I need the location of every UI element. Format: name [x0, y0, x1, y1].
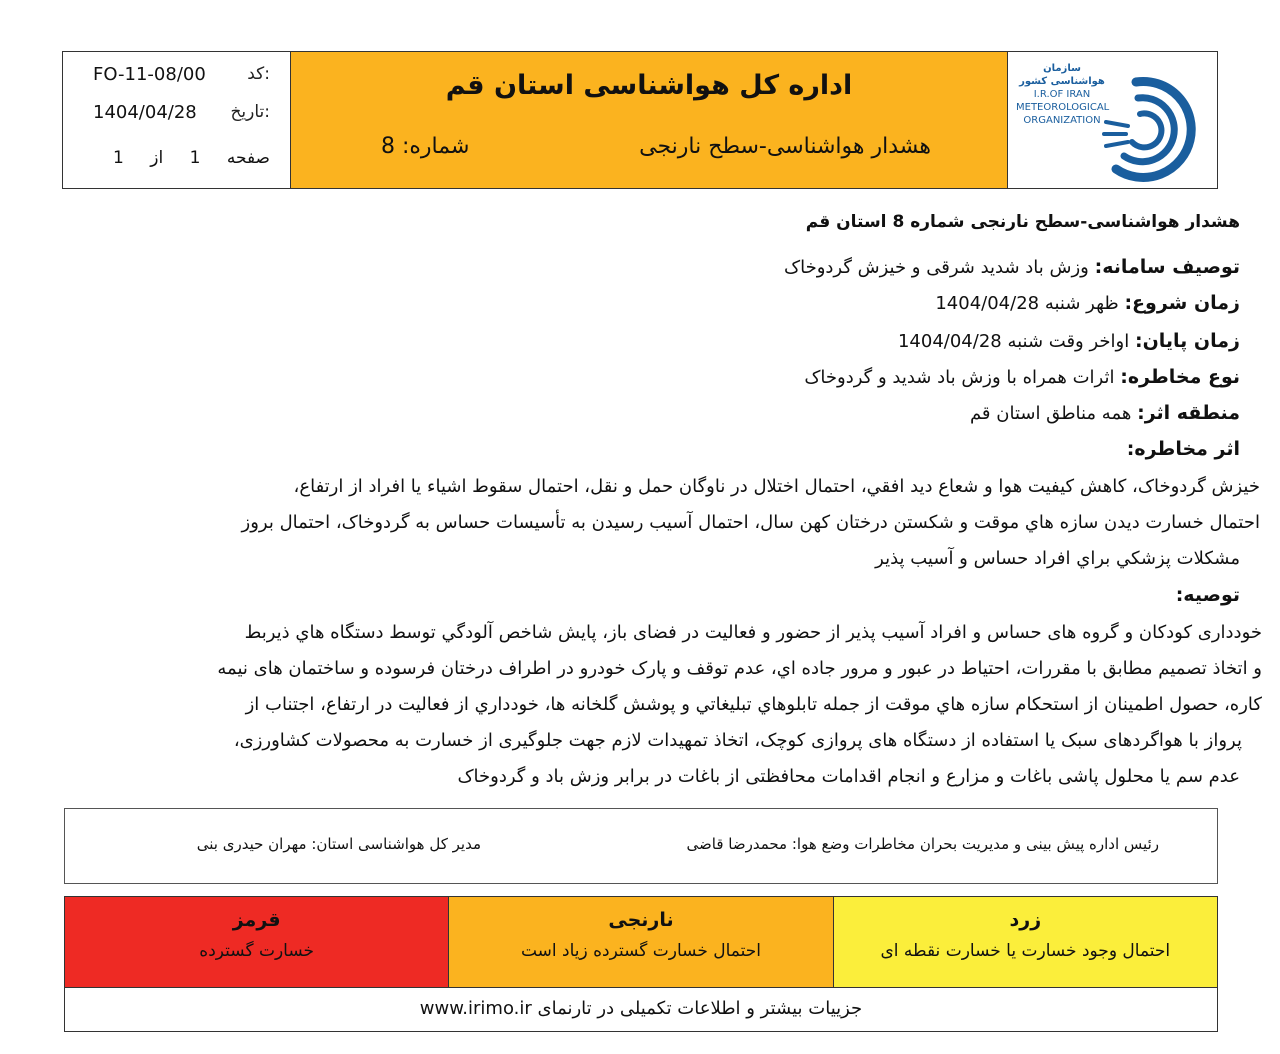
system-label: توصیف سامانه: [1094, 256, 1240, 278]
system-field [784, 256, 1240, 278]
start-field [935, 292, 1240, 314]
warning-subtitle: هشدار هواشناسی-سطح نارنجی [639, 134, 931, 159]
code-label: کد: [247, 64, 270, 84]
impact-line: مشکلات پزشکي براي افراد حساس و آسیب پذیر [875, 548, 1240, 569]
page-current: 1 [189, 148, 201, 168]
page-total: 1 [113, 148, 124, 168]
advice-heading [1176, 584, 1240, 606]
advice-line: پرواز با هواگردهای سبک یا استفاده از دستگاه های پروازی کوچک، اتخاذ تمهیدات لازم جهت جلوگیری از خسارت به محصولات کشاورزی، [233, 730, 1242, 751]
logo-line-fa: سازمان هواشناسی کشور [1019, 63, 1105, 87]
hazard-type-value: اثرات همراه با وزش باد شدید و گردوخاک [804, 367, 1115, 388]
logo-spiral-icon [1066, 64, 1198, 182]
level-yellow-desc: احتمال وجود خسارت یا خسارت نقطه ای [880, 941, 1171, 961]
start-value: ظهر شنبه 1404/04/28 [935, 293, 1119, 314]
document-header [62, 51, 1218, 189]
end-field [898, 330, 1240, 352]
logo-line-3: ORGANIZATION [1023, 115, 1101, 126]
level-orange [448, 897, 832, 987]
date-label: تاریخ: [230, 102, 270, 122]
end-label: زمان پایان: [1134, 330, 1240, 352]
advice-line: و اتخاذ تصمیم مطابق با مقررات، احتیاط در عبور و مرور جاده اي، عدم توقف و پارک خودرو در اطراف درختان فرسوده و ساختمان های نیمه [217, 658, 1262, 679]
header-meta [63, 52, 291, 188]
logo-line-2: METEOROLOGICAL [1016, 102, 1110, 113]
level-yellow-name: زرد [1009, 909, 1042, 931]
forecast-head-signature [687, 835, 1159, 853]
end-value: اواخر وقت شنبه 1404/04/28 [897, 331, 1130, 352]
impact-line: خیزش گردوخاک، کاهش کیفیت هوا و شعاع دید افقي، احتمال اختلال در ناوگان حمل و نقل، احتمال سقوط اشیاء یا افراد از ارتفاع، [293, 476, 1260, 497]
page-of: از [150, 148, 164, 168]
hazard-type-label: نوع مخاطره: [1120, 366, 1240, 388]
director-label: مدیر کل هواشناسی استان: [311, 835, 481, 853]
impact-heading [1127, 438, 1240, 460]
area-value: همه مناطق استان قم [969, 403, 1132, 424]
impact-line: احتمال خسارت دیدن سازه هاي موقت و شکستن درختان کهن سال، احتمال آسیب رسیدن به تأسیسات حساس به گردوخاک، احتمال بروز [241, 512, 1260, 533]
footer-website-note: جزییات بیشتر و اطلاعات تکمیلی در تارنمای www.irimo.ir [419, 998, 863, 1019]
level-orange-name: نارنجی [608, 909, 674, 931]
warning-number: شماره: 8 [381, 134, 470, 159]
page-row [113, 148, 270, 168]
warning-levels-legend [64, 896, 1218, 1032]
level-red-name: قرمز [232, 909, 281, 931]
director-signature [197, 835, 481, 853]
level-yellow [833, 897, 1217, 987]
area-label: منطقه اثر: [1137, 402, 1240, 424]
level-red-desc: خسارت گسترده [199, 941, 315, 961]
director-name: مهران حیدری بنی [196, 835, 307, 853]
forecast-head-label: رئیس اداره پیش بینی و مدیریت بحران مخاطرات وضع هوا: [791, 835, 1159, 853]
org-title: اداره کل هواشناسی استان قم [445, 70, 853, 101]
advice-label: توصیه: [1175, 584, 1240, 606]
date-value: 1404/04/28 [93, 102, 197, 123]
start-label: زمان شروع: [1124, 292, 1240, 314]
hazard-type-field [804, 366, 1240, 388]
header-title-band [291, 52, 1008, 188]
level-red [65, 897, 448, 987]
code-value: FO-11-08/00 [93, 64, 206, 85]
impact-label: اثر مخاطره: [1126, 438, 1240, 460]
system-value: وزش باد شدید شرقی و خیزش گردوخاک [783, 257, 1089, 278]
document-title: هشدار هواشناسی-سطح نارنجی شماره 8 استان قم [805, 212, 1240, 232]
advice-line: خودداری کودکان و گروه های حساس و افراد آسیب پذیر از حضور و فعالیت در فضای باز، پایش شاخص آلودگي توسط دستگاه هاي ذیربط [244, 622, 1262, 643]
signature-box [64, 808, 1218, 884]
date-row [93, 102, 270, 123]
logo-line-1: I.R.OF IRAN [1033, 89, 1091, 100]
level-orange-desc: احتمال خسارت گسترده زیاد است [520, 941, 761, 961]
page-label: صفحه [226, 148, 270, 168]
advice-line: کاره، حصول اطمینان از استحکام سازه هاي موقت از جمله تابلوهاي تبلیغاتي و پوشش گلخانه ها، خودداري از فعالیت در ارتفاع، اجتناب از [245, 694, 1262, 715]
code-row [93, 64, 270, 85]
area-field [970, 402, 1240, 424]
levels-row [65, 897, 1217, 988]
advice-line: عدم سم یا محلول پاشی باغات و مزارع و انجام اقدامات محافظتی از باغات در برابر وزش باد و گردوخاک [457, 766, 1240, 787]
irimo-logo [1008, 52, 1217, 188]
forecast-head-name: محمدرضا قاضی [686, 835, 788, 853]
